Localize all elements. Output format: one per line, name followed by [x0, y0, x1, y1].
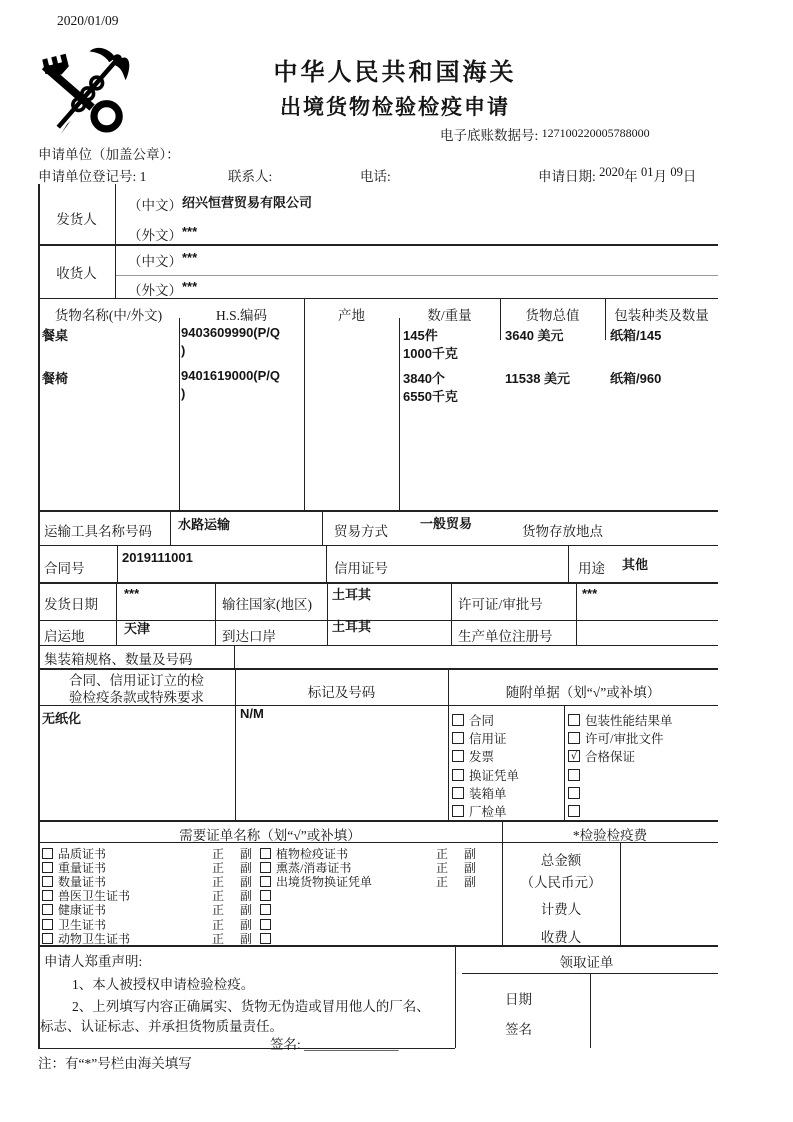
applicant-reg-label: 申请单位登记号: [38, 169, 137, 184]
goods-weight: 1000千克 [403, 346, 458, 361]
special-clauses-header-line1: 合同、信用证订立的检 [69, 673, 204, 688]
duplicate-label: 副 [464, 846, 477, 861]
consignor-fn-line [128, 224, 197, 244]
checkbox[interactable] [452, 805, 464, 817]
year-suffix: 年 [624, 169, 638, 184]
document-item [452, 784, 562, 802]
duplicate-label: 副 [240, 917, 253, 932]
duplicate-label: 副 [464, 860, 477, 875]
footnote: 注：有“*”号栏由海关填写 [38, 1056, 192, 1071]
cn-label: （中文） [128, 254, 182, 269]
original-label: 正 [212, 917, 225, 932]
form-title: 中华人民共和国海关 [273, 59, 517, 86]
declaration-title: 申请人郑重声明: [44, 954, 143, 969]
day-suffix: 日 [682, 169, 697, 184]
checkbox[interactable] [42, 876, 53, 887]
grid-rule [38, 668, 718, 670]
checkbox[interactable] [42, 919, 53, 930]
phone-label: 电话: [360, 169, 391, 184]
grid-rule [215, 582, 216, 645]
checkbox-label: 重量证书 [58, 860, 107, 875]
applicant-unit-label: 申请单位（加盖公章）： [38, 147, 180, 162]
checkbox-label: 兽医卫生证书 [58, 889, 131, 904]
application-date-year: 2020 [599, 165, 625, 179]
fee-collector-label: 收费人 [540, 930, 582, 945]
checkbox[interactable] [452, 769, 464, 781]
document-item [568, 802, 718, 820]
departure-value: 天津 [124, 621, 151, 636]
special-clauses-header [38, 672, 235, 706]
signature-line [270, 1033, 399, 1053]
fn-label: （外文） [128, 283, 182, 298]
customs-emblem-icon [40, 46, 130, 138]
document-item [452, 729, 562, 747]
departure-label: 启运地 [44, 629, 85, 644]
duplicate-label: 副 [240, 889, 253, 904]
goods-total-value: 3640 美元 [505, 328, 564, 343]
goods-header-qty: 数/重量 [427, 308, 472, 323]
checkbox[interactable] [260, 862, 271, 873]
grid-rule [38, 545, 718, 546]
checkbox-label: 动物卫生证书 [58, 931, 131, 946]
certificate-item [260, 917, 500, 931]
checkbox[interactable] [568, 769, 580, 781]
grid-rule [564, 705, 565, 820]
container-label: 集装箱规格、数量及号码 [44, 652, 193, 667]
grid-rule [179, 318, 180, 510]
checkbox-label: 卫生证书 [58, 917, 107, 932]
dest-country-label: 输往国家(地区) [222, 597, 312, 612]
goods-name: 餐椅 [42, 371, 69, 386]
fee-biller-label: 计费人 [540, 902, 582, 917]
original-label: 正 [212, 931, 225, 946]
marks-value: N/M [240, 706, 264, 721]
pickup-header: 领取证单 [559, 955, 614, 970]
permit-label: 许可证/审批号 [458, 597, 543, 612]
consignor-label: 发货人 [56, 212, 97, 227]
consignee-fn-value: *** [182, 279, 198, 294]
goods-weight: 6550千克 [403, 389, 458, 404]
trade-mode-label: 贸易方式 [334, 524, 388, 539]
goods-hs-code: ) [181, 386, 186, 401]
goods-package: 纸箱/960 [610, 371, 662, 386]
goods-header-hs: H.S.编码 [215, 308, 267, 323]
checkbox-label: 熏蒸/消毒证书 [276, 860, 352, 875]
ledger-value: 127100220005788000 [541, 126, 650, 140]
applicant-reg-value: 1 [139, 169, 147, 184]
checkbox[interactable] [260, 876, 271, 887]
grid-rule [322, 510, 323, 545]
ship-date-value: *** [124, 586, 140, 601]
vehicle-value: 水路运输 [178, 517, 231, 532]
checkbox[interactable] [568, 732, 580, 744]
original-label: 正 [436, 846, 449, 861]
trade-mode-value: 一般贸易 [420, 516, 473, 531]
document-item [568, 711, 718, 729]
checkbox-label: 发票 [469, 750, 495, 765]
declaration-line1: 1、本人被授权申请检验检疫。 [72, 977, 255, 992]
grid-rule [38, 820, 718, 822]
ship-date-label: 发货日期 [44, 597, 98, 612]
document-item [568, 766, 718, 784]
checkbox[interactable] [42, 848, 53, 859]
consignee-fn-line [128, 279, 197, 299]
checkbox-label: 品质证书 [58, 846, 107, 861]
checkbox[interactable] [568, 787, 580, 799]
checkbox[interactable] [260, 848, 271, 859]
grid-rule [451, 582, 452, 645]
grid-rule [38, 510, 718, 512]
certificates-column-2 [260, 846, 500, 945]
checkbox-label: 厂检单 [469, 805, 507, 820]
checkbox[interactable] [42, 904, 53, 915]
checkbox[interactable] [452, 787, 464, 799]
declaration-line3: 标志、认证标志、并承担货物质量责任。 [40, 1019, 283, 1034]
original-label: 正 [212, 846, 225, 861]
grid-rule [326, 545, 327, 582]
checkbox-label: 合格保证 [585, 750, 636, 765]
grid-rule [38, 645, 718, 646]
goods-total-value: 11538 美元 [505, 371, 571, 386]
ledger-label: 电子底账数据号: [440, 128, 539, 143]
marks-header: 标记及号码 [307, 685, 376, 700]
checkbox[interactable]: √ [568, 750, 580, 762]
certificate-item [42, 931, 272, 945]
pickup-date-label: 日期 [505, 992, 532, 1007]
documents-checkbox-column-2 [568, 711, 718, 820]
consignor-fn-value: *** [182, 224, 198, 239]
grid-rule [576, 582, 577, 645]
grid-rule [304, 298, 305, 510]
grid-rule [117, 545, 118, 582]
application-date-label: 申请日期: [538, 169, 596, 184]
checkbox-label: 合同 [469, 714, 495, 729]
goods-header-origin: 产地 [338, 308, 365, 323]
declaration-line2: 2、上列填写内容正确属实、货物无伪造或冒用他人的厂名、 [72, 999, 430, 1014]
scan-date: 2020/01/09 [57, 13, 119, 28]
goods-package: 纸箱/145 [610, 328, 662, 343]
goods-header-value: 货物总值 [525, 308, 580, 323]
certificate-item [260, 889, 500, 903]
application-date-day: 09 [670, 165, 683, 179]
grid-rule [399, 318, 400, 510]
fee-header: *检验检疫费 [572, 828, 648, 843]
duplicate-label: 副 [240, 860, 253, 875]
goods-header-package: 包装种类及数量 [614, 308, 709, 323]
original-label: 正 [212, 874, 225, 889]
duplicate-label: 副 [240, 903, 253, 918]
original-label: 正 [212, 889, 225, 904]
signature-label: 签名: [270, 1037, 301, 1052]
grid-rule [327, 582, 328, 645]
grid-rule [115, 184, 116, 298]
producer-reg-label: 生产单位注册号 [458, 629, 553, 644]
documents-checkbox-column-1 [452, 711, 562, 820]
grid-rule [590, 973, 591, 1048]
document-item [568, 729, 718, 747]
special-clauses-header-line2: 验检疫条款或特殊要求 [69, 690, 204, 705]
certificate-item [260, 931, 500, 945]
goods-hs-code: 9403609990(P/Q [181, 325, 281, 340]
checkbox-label: 出境货物换证凭单 [276, 874, 373, 889]
goods-hs-code: 9401619000(P/Q [181, 368, 281, 383]
checkbox-label: 健康证书 [58, 903, 107, 918]
contact-label: 联系人: [228, 169, 273, 184]
checkbox[interactable] [568, 805, 580, 817]
checkbox[interactable] [42, 862, 53, 873]
goods-name: 餐桌 [42, 328, 69, 343]
usage-value: 其他 [622, 557, 649, 572]
consignor-cn-value: 绍兴恒营贸易有限公司 [182, 195, 313, 210]
permit-value: *** [582, 586, 598, 601]
certificate-item [260, 903, 500, 917]
checkbox-label: 数量证书 [58, 874, 107, 889]
checkbox[interactable] [452, 732, 464, 744]
grid-rule [38, 244, 718, 246]
fee-amount-label: 总金额 [540, 853, 582, 868]
grid-rule [620, 842, 621, 945]
checkbox[interactable] [260, 933, 271, 944]
grid-rule [170, 510, 171, 545]
contract-value: 2019111001 [122, 550, 193, 565]
document-item [452, 711, 562, 729]
duplicate-label: 副 [464, 874, 477, 889]
form-subtitle: 出境货物检验检疫申请 [280, 96, 510, 119]
checkbox-label: 包装性能结果单 [585, 714, 673, 729]
certificates-header: 需要证单名称（划“√”或补填） [179, 828, 361, 843]
fn-label: （外文） [128, 228, 182, 243]
certificates-column-1 [42, 846, 272, 945]
checkbox-label: 许可/审批文件 [585, 732, 664, 747]
consignee-cn-value: *** [182, 250, 198, 265]
consignor-cn-line [128, 194, 312, 214]
checkbox[interactable] [452, 714, 464, 726]
goods-hs-code: ) [181, 343, 186, 358]
checkbox-label: 换证凭单 [469, 768, 520, 783]
arrival-label: 到达口岸 [222, 629, 276, 644]
goods-quantity: 3840个 [403, 371, 445, 386]
grid-rule [234, 645, 235, 668]
document-item [568, 747, 718, 765]
grid-rule [38, 582, 718, 584]
application-date-line [538, 165, 696, 185]
month-suffix: 月 [653, 169, 668, 184]
arrival-value: 土耳其 [332, 619, 372, 634]
fee-amount-unit-label: （人民币元） [520, 875, 602, 890]
checkbox[interactable] [260, 890, 271, 901]
checkbox[interactable] [452, 750, 464, 762]
application-date-month: 01 [641, 165, 654, 179]
checkbox[interactable] [42, 933, 53, 944]
checkbox[interactable] [260, 904, 271, 915]
dest-country-value: 土耳其 [332, 587, 372, 602]
checkbox-label: 信用证 [469, 732, 507, 747]
ledger-number-line [440, 124, 650, 144]
usage-label: 用途 [578, 561, 605, 576]
goods-header-name: 货物名称(中/外文) [54, 308, 163, 323]
special-clauses-value: 无纸化 [42, 711, 82, 726]
document-item [452, 766, 562, 784]
duplicate-label: 副 [240, 874, 253, 889]
grid-rule [568, 545, 569, 582]
vehicle-label: 运输工具名称号码 [44, 524, 152, 539]
document-item [568, 784, 718, 802]
applicant-reg-line [38, 165, 146, 185]
grid-rule [116, 582, 117, 645]
original-label: 正 [212, 860, 225, 875]
documents-header: 随附单据（划“√”或补填） [505, 685, 661, 700]
storage-label: 货物存放地点 [522, 524, 603, 539]
document-item [452, 747, 562, 765]
cn-label: （中文） [128, 198, 182, 213]
duplicate-label: 副 [240, 846, 253, 861]
checkbox[interactable] [260, 919, 271, 930]
lc-label: 信用证号 [334, 561, 388, 576]
checkbox[interactable] [568, 714, 580, 726]
contract-label: 合同号 [44, 561, 85, 576]
checkbox[interactable] [42, 890, 53, 901]
checkbox-label: 装箱单 [469, 786, 507, 801]
original-label: 正 [436, 860, 449, 875]
document-item [452, 802, 562, 820]
duplicate-label: 副 [240, 931, 253, 946]
consignee-label: 收货人 [56, 266, 97, 281]
pickup-sign-label: 签名 [505, 1022, 532, 1037]
original-label: 正 [436, 874, 449, 889]
certificate-item [260, 874, 500, 888]
grid-rule [115, 275, 718, 276]
original-label: 正 [212, 903, 225, 918]
checkbox-label: 植物检疫证书 [276, 846, 349, 861]
goods-quantity: 145件 [403, 328, 438, 343]
consignee-cn-line [128, 250, 197, 270]
signature-blank[interactable]: ______________ [304, 1037, 399, 1052]
